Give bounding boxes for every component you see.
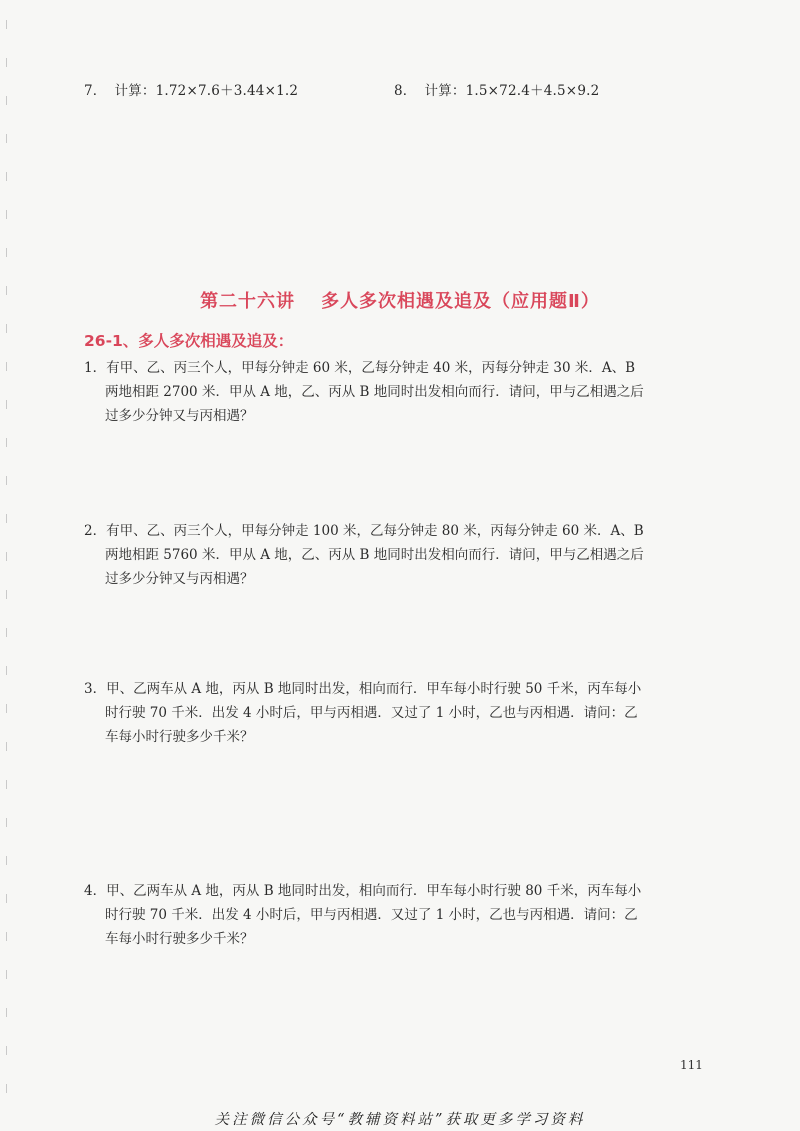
binding-tick (6, 438, 10, 447)
binding-tick (6, 742, 10, 751)
problem-line: 两地相距 2700 米．甲从 A 地，乙、丙从 B 地同时出发相向而行．请问，甲与乙相遇之后 (105, 384, 644, 400)
calculation-item-7 (84, 79, 298, 99)
problem-line: 过多少分钟又与丙相遇？ (105, 571, 254, 587)
problem-line: 3．甲、乙两车从 A 地，丙从 B 地同时出发，相向而行．甲车每小时行驶 50 千米，丙车每小 (84, 681, 642, 697)
binding-tick (6, 210, 10, 219)
lecture-title (0, 287, 800, 313)
footer-note: 关注微信公众号“教辅资料站”获取更多学习资料 (214, 1112, 586, 1128)
problem-2 (84, 519, 704, 591)
problem-line: 车每小时行驶多少千米？ (105, 931, 254, 947)
binding-tick (6, 514, 10, 523)
binding-tick (6, 818, 10, 827)
problem-line: 时行驶 70 千米．出发 4 小时后，甲与丙相遇．又过了 1 小时，乙也与丙相遇．请问：乙 (105, 705, 638, 721)
binding-tick (6, 970, 10, 979)
lecture-topic: 多人多次相遇及追及（应用题Ⅱ） (321, 291, 600, 312)
problem-line: 过多少分钟又与丙相遇？ (105, 408, 254, 424)
binding-tick (6, 400, 10, 409)
binding-tick (6, 552, 10, 561)
problem-number: 3． (84, 681, 107, 697)
problem-number: 1． (84, 360, 107, 376)
calculation-text: 计算：1.72×7.6＋3.44×1.2 (114, 83, 299, 99)
problem-number: 2． (84, 523, 107, 539)
binding-tick (6, 666, 10, 675)
page-number: 111 (680, 1058, 703, 1072)
binding-tick (6, 324, 10, 333)
binding-tick (6, 780, 10, 789)
binding-tick (6, 362, 10, 371)
binding-tick (6, 476, 10, 485)
problem-4 (84, 879, 704, 951)
binding-tick (6, 628, 10, 637)
binding-tick (6, 894, 10, 903)
problem-line: 两地相距 5760 米．甲从 A 地，乙、丙从 B 地同时出发相向而行．请问，甲与乙相遇之后 (105, 547, 644, 563)
binding-tick (6, 704, 10, 713)
binding-tick (6, 856, 10, 865)
binding-tick (6, 96, 10, 105)
calculation-item-8 (394, 79, 599, 99)
binding-tick (6, 172, 10, 181)
problem-1 (84, 356, 704, 428)
calculation-text: 计算：1.5×72.4＋4.5×9.2 (424, 83, 600, 99)
binding-tick (6, 58, 10, 67)
binding-tick (6, 248, 10, 257)
problem-line: 2．有甲、乙、丙三个人，甲每分钟走 100 米，乙每分钟走 80 米，丙每分钟走 60 米．A、B (84, 523, 644, 539)
lecture-number: 第二十六讲 (200, 291, 296, 312)
binding-tick (6, 590, 10, 599)
problem-number: 4． (84, 883, 107, 899)
problem-line: 时行驶 70 千米．出发 4 小时后，甲与丙相遇．又过了 1 小时，乙也与丙相遇．请问：乙 (105, 907, 638, 923)
binding-tick (6, 20, 10, 29)
problem-3 (84, 677, 704, 749)
binding-tick (6, 932, 10, 941)
section-title: 26-1、多人多次相遇及追及： (84, 332, 294, 350)
problem-line: 车每小时行驶多少千米？ (105, 729, 254, 745)
binding-tick (6, 1046, 10, 1055)
calculation-number: 7． (84, 83, 107, 99)
problem-line: 1．有甲、乙、丙三个人，甲每分钟走 60 米，乙每分钟走 40 米，丙每分钟走 30 米．A、B (84, 360, 636, 376)
problem-line: 4．甲、乙两车从 A 地，丙从 B 地同时出发，相向而行．甲车每小时行驶 80 千米，丙车每小 (84, 883, 642, 899)
binding-tick (6, 1008, 10, 1017)
binding-tick (6, 134, 10, 143)
binding-edge (4, 0, 14, 1131)
binding-tick (6, 1084, 10, 1093)
calculation-number: 8． (394, 83, 417, 99)
